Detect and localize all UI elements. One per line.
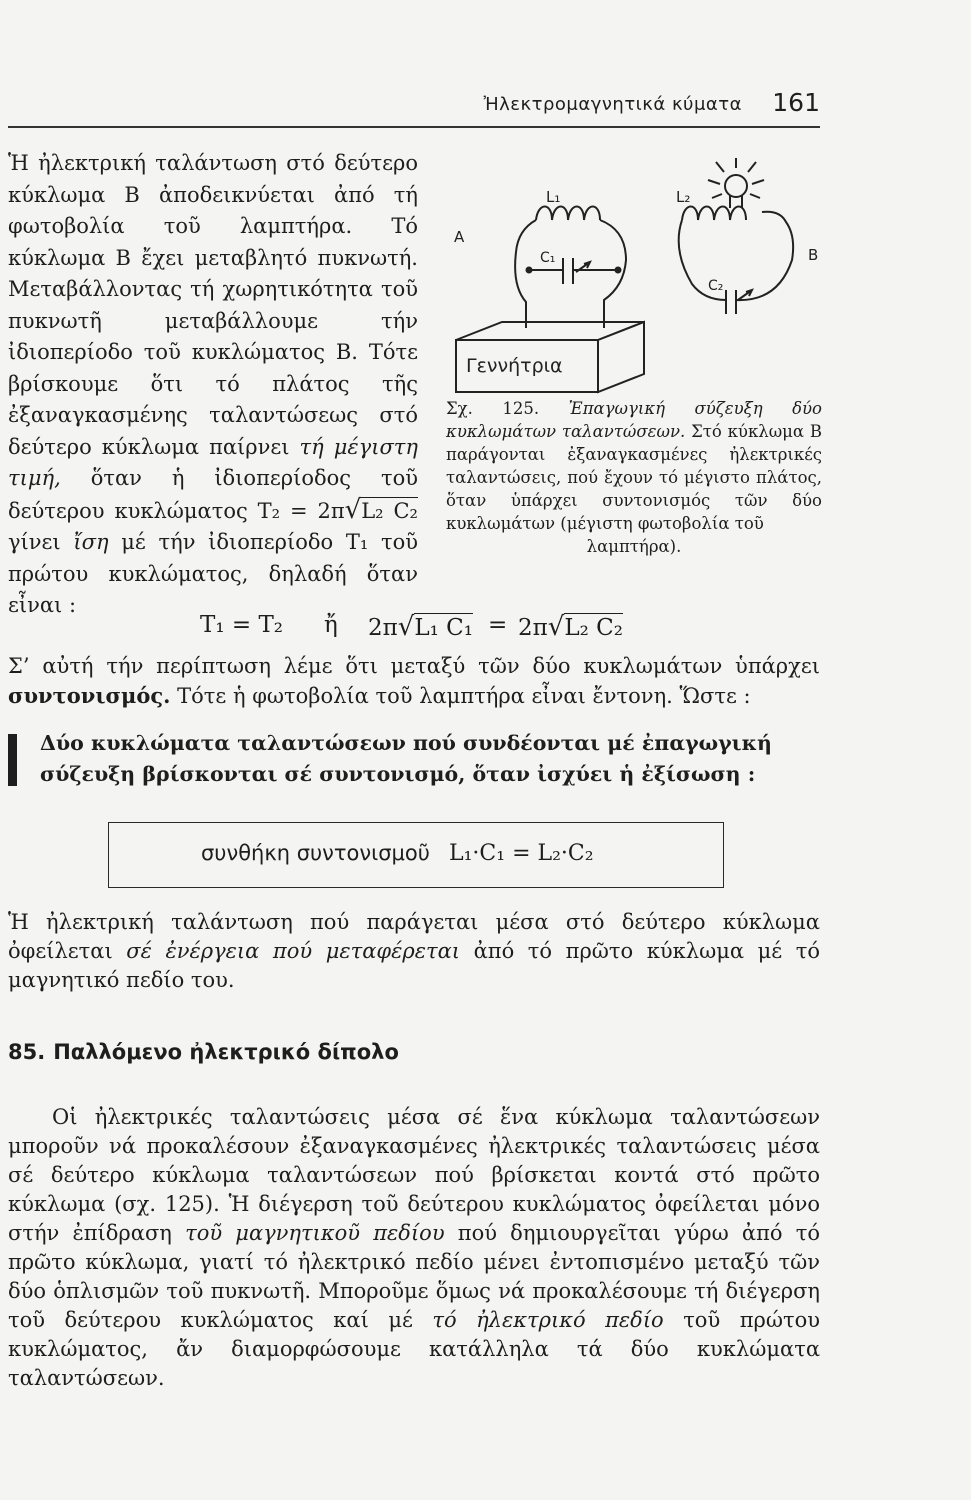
circuit-diagram [446, 150, 828, 395]
resonance-term: συντονισμός. [8, 683, 171, 708]
dipole-italic-2: τό ἠλεκτρικό πεδίο [432, 1308, 664, 1332]
caption-title: Ἐπαγωγική σύζευξη δύο κυκλωμάτων ταλαντώσεων. [446, 399, 822, 441]
eq-rhs-radicand: L₂ C₂ [564, 615, 623, 641]
key-statement [8, 728, 820, 790]
eq-mid-prefix: 2π [368, 615, 398, 641]
energy-text-1: Ἡ ἠλεκτρική ταλάντωση πού παράγεται μέσα στό δεύτερο κύκλωμα ὀφείλεται [8, 910, 820, 963]
eq-equals: = [488, 612, 508, 638]
caption-body: Στό κύκλωμα Β παράγονται ἐξαναγκασμένες ἠλεκτρικές ταλαντώσεις, πού ἔχουν τό μέγιστο πλάτος, ὅταν ὑπάρχει συντονισμός τῶν δύο κυκλωμάτων (μέγιστη φωτοβολία τοῦ [446, 422, 823, 533]
t2-radicand: L₂ C₂ [361, 498, 418, 523]
dipole-text-3: τοῦ πρώτου κυκλώματος, ἄν διαμορφώσουμε κατάλληλα τά δύο κυκλώματα ταλαντώσεων. [8, 1308, 820, 1390]
intro-italic-equal: ἴση [73, 530, 109, 554]
radical-sign: √ [547, 612, 565, 642]
eq-rhs-prefix: 2π [518, 615, 548, 641]
eq-or: ἤ [324, 612, 338, 638]
section-heading [8, 1040, 399, 1064]
generator-label: Γεννήτρια [466, 355, 563, 377]
key-statement-bar [8, 734, 17, 786]
page-header [8, 88, 820, 128]
label-l1: L₁ [546, 188, 561, 206]
radical-sign: √ [397, 612, 415, 642]
condition-formula: L₁·C₁ = L₂·C₂ [449, 841, 594, 866]
running-title: Ἠλεκτρομαγνητικά κύματα [483, 94, 742, 115]
label-c2: C₂ [708, 278, 724, 294]
intro-text-3: γίνει [8, 530, 61, 554]
intro-text-4: μέ τήν ἰδιοπερίοδο T₁ τοῦ πρώτου κυκλώματος, δηλαδή ὅταν εἶναι : [8, 530, 418, 617]
intro-italic-max: τή μέγιστη τιμή, [8, 434, 418, 490]
dipole-italic-1: τοῦ μαγνητικοῦ πεδίου [185, 1221, 445, 1245]
dipole-paragraph [8, 1103, 820, 1393]
caption-tail: λαμπτήρα). [586, 537, 682, 556]
eq-lhs: T₁ = T₂ [200, 612, 284, 638]
header-rule [8, 126, 820, 128]
label-a: A [454, 228, 465, 246]
dipole-text-2: πού δημιουργεῖται γύρω ἀπό τό πρῶτο κύκλωμα, γιατί τό ἠλεκτρικό πεδίο μένει ἐντοπισμένο μεταξύ τῶν δύο ὁπλισμῶν τοῦ πυκνωτῆ. Μποροῦμε ὅμως νά προκαλέσουμε τή διέγερση τοῦ δεύτερου κυκλώματος καί μέ [8, 1221, 820, 1332]
resonance-equation [8, 606, 820, 652]
energy-paragraph [8, 908, 820, 995]
eq-rhs [518, 612, 623, 642]
caption-number: Σχ. 125. [446, 399, 540, 418]
intro-paragraph [8, 148, 418, 622]
radical-sign: √ [344, 494, 362, 525]
dipole-text-1: Οἱ ἠλεκτρικές ταλαντώσεις μέσα σέ ἕνα κύκλωμα ταλαντώσεων μποροῦν νά προκαλέσουν ἐξαναγκασμένες ἠλεκτρικές ταλαντώσεις μέσα σέ δεύτερο κύκλωμα ταλαντώσεων πού βρίσκεται κοντά στό πρῶτο κύκλωμα (σχ. 125). Ἡ διέγερση τοῦ δεύτερου κυκλώματος ὀφείλεται μόνο στήν ἐπίδραση [8, 1105, 820, 1245]
circuit-a [515, 207, 626, 329]
section-number: 85. [8, 1040, 46, 1064]
page-number: 161 [772, 88, 820, 117]
figure-125-coupled-circuits [446, 150, 828, 395]
energy-text-2: ἀπό τό πρῶτο κύκλωμα μέ τό μαγνητικό πεδίο του. [8, 939, 820, 992]
resonance-text-2: Τότε ἡ φωτοβολία τοῦ λαμπτήρα εἶναι ἔντονη. Ὥστε : [177, 684, 751, 708]
resonance-text: Σ’ αὐτή τήν περίπτωση λέμε ὅτι μεταξύ τῶν δύο κυκλωμάτων ὑπάρχει [8, 654, 820, 678]
eq-mid [368, 612, 473, 642]
label-c1: C₁ [540, 250, 556, 266]
condition-label: συνθήκη συντονισμοῦ [201, 841, 430, 865]
section-title: Παλλόμενο ἠλεκτρικό δίπολο [53, 1040, 399, 1064]
figure-caption [446, 397, 822, 558]
intro-text-2: ὅταν ἡ ἰδιοπερίοδος τοῦ δεύτερου κυκλώματος [8, 466, 418, 523]
label-b: B [808, 246, 819, 264]
intro-text-1: Ἡ ἠλεκτρική ταλάντωση στό δεύτερο κύκλωμα Β ἀποδεικνύεται ἀπό τή φωτοβολία τοῦ λαμπτήρα. Τό κύκλωμα Β ἔχει μεταβλητό πυκνωτή. Μεταβάλλοντας τή χωρητικότητα τοῦ πυκνωτῆ μεταβάλλουμε τήν ἰδιοπερίοδο τοῦ κυκλώματος Β. Τότε βρίσκουμε ὅτι τό πλάτος τῆς ἐξαναγκασμένης ταλαντώσεως στό δεύτερο κύκλωμα παίρνει [8, 151, 418, 459]
label-l2: L₂ [676, 188, 691, 206]
key-statement-text: Δύο κυκλώματα ταλαντώσεων πού συνδέονται μέ ἐπαγωγική σύζευξη βρίσκονται σέ συντονισμό, ὅταν ἰσχύει ἡ ἐξίσωση : [40, 731, 772, 786]
resonance-paragraph [8, 652, 820, 711]
eq-mid-radicand: L₁ C₁ [414, 615, 473, 641]
t2-formula: T₂ = 2π [257, 498, 345, 523]
resonance-condition-box [108, 822, 724, 888]
energy-italic: σέ ἐνέργεια πού μεταφέρεται [126, 939, 461, 963]
circuit-b [679, 158, 793, 314]
